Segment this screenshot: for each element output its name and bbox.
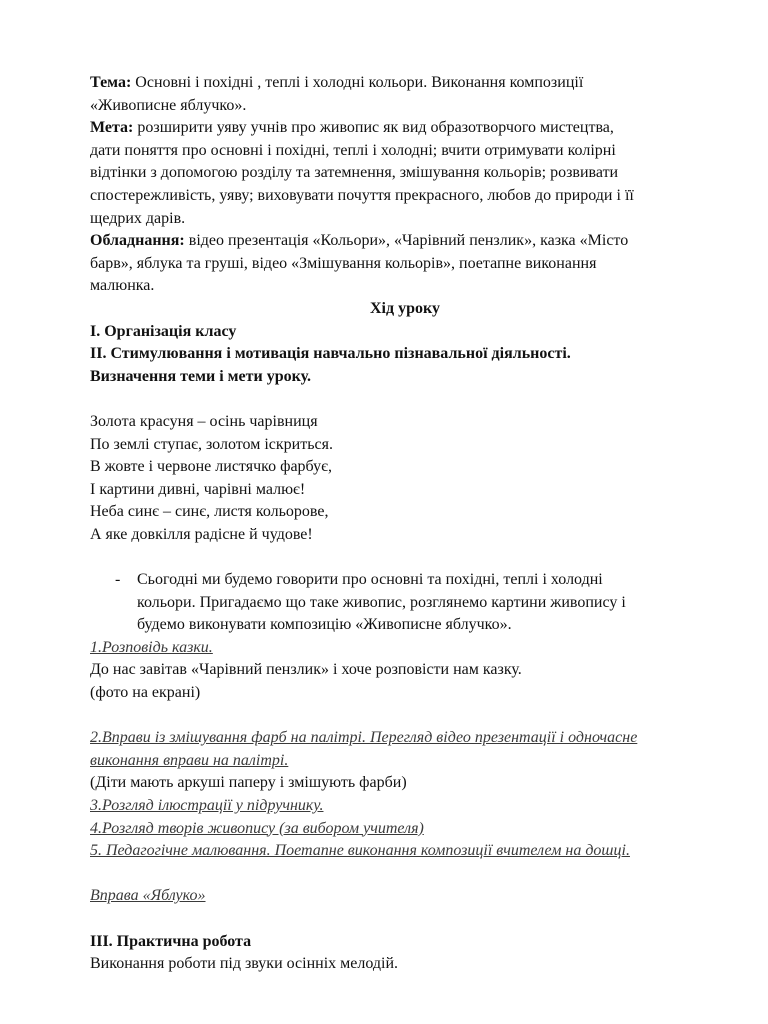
section-1-heading: І. Організація класу <box>90 322 237 340</box>
goal-line-3: відтінки з допомогою розділу та затемнення, змішування кольорів; розвивати <box>90 164 619 182</box>
bullet-text-line-3: будемо виконувати композицію «Живописне яблучко». <box>137 616 512 634</box>
section-2-heading-line-2: Визначення теми і мети уроку. <box>90 367 312 385</box>
section-3-heading: ІІІ. Практична робота <box>90 932 252 950</box>
step-5-heading: 5. Педагогічне малювання. Поетапне виконання композиції вчителем на дошці. <box>90 842 630 860</box>
spacer <box>90 908 720 931</box>
step-4-row <box>90 818 720 841</box>
step-4-heading: 4.Розгляд творів живопису (за вибором учителя) <box>90 819 424 837</box>
spacer <box>90 546 720 569</box>
step-3-heading: 3.Розгляд ілюстрації у підручнику. <box>90 797 324 814</box>
exercise-row <box>90 885 720 908</box>
equipment-line-3: малюнка. <box>90 277 155 295</box>
step-3-row <box>90 795 720 818</box>
goal-text: розширити уяву учнів про живопис як вид образотворчого мистецтва, <box>133 119 614 137</box>
step-2-heading-line-2: виконання вправи на палітрі. <box>90 751 289 769</box>
section-2-heading-line-1: ІІ. Стимулювання і мотивація навчально пізнавальної діяльності. <box>90 345 571 363</box>
bullet-dash: - <box>115 571 121 589</box>
lesson-course-heading: Хід уроку <box>370 299 440 317</box>
goal-label: Мета: <box>90 119 134 137</box>
step-5-row <box>90 840 720 863</box>
topic-text: Основні і похідні , теплі і холодні кольори. Виконання композиції <box>131 74 584 91</box>
topic-line-1 <box>90 72 720 95</box>
topic-line-2: «Живописне яблучко». <box>90 96 247 114</box>
poem-line: В жовте і червоне листячко фарбує, <box>90 458 332 476</box>
bullet-text-line-2: кольори. Пригадаємо що таке живопис, розглянемо картини живопису і <box>137 593 626 611</box>
goal-line-2: дати поняття про основні і похідні, теплі і холодні; вчити отримувати колірні <box>90 141 616 159</box>
poem-line: А яке довкілля радісне й чудове! <box>90 525 313 543</box>
topic-label: Тема: <box>90 74 132 91</box>
document-page <box>90 72 720 976</box>
step-1-note: (фото на екрані) <box>90 684 201 702</box>
step-2-note: (Діти мають аркуші паперу і змішують фарби) <box>90 774 407 792</box>
spacer <box>90 863 720 886</box>
step-2-row-2 <box>90 750 720 773</box>
poem-line: По землі ступає, золотом іскриться. <box>90 435 333 453</box>
step-2-row-1 <box>90 727 720 750</box>
goal-line-1 <box>90 117 720 140</box>
poem-line: І картини дивні, чарівні малює! <box>90 480 306 498</box>
step-1-heading: 1.Розповідь казки. <box>90 638 213 656</box>
poem-line: Золота красуня – осінь чарівниця <box>90 412 318 430</box>
step-2-heading-line-1: 2.Вправи із змішування фарб на палітрі. Перегляд відео презентації і одночасне <box>90 729 638 747</box>
poem-line: Неба синє – синє, листя кольорове, <box>90 503 329 521</box>
exercise-heading: Вправа «Яблуко» <box>90 887 206 905</box>
equipment-label: Обладнання: <box>90 232 185 250</box>
section-3-text: Виконання роботи під звуки осінніх мелодій. <box>90 955 399 973</box>
equipment-line-2: барв», яблука та груші, відео «Змішування кольорів», поетапне виконання <box>90 254 597 272</box>
bullet-text-line-1: Сьогодні ми будемо говорити про основні та похідні, теплі і холодні <box>137 571 603 589</box>
goal-line-5: щедрих дарів. <box>90 209 186 227</box>
equipment-text: відео презентація «Кольори», «Чарівний пензлик», казка «Місто <box>184 232 629 250</box>
spacer <box>90 388 720 411</box>
goal-line-4: спостережливість, уяву; виховувати почуття прекрасного, любов до природи і її <box>90 186 634 204</box>
spacer <box>90 705 720 728</box>
equipment-line-1 <box>90 230 720 253</box>
step-1-text: До нас завітав «Чарівний пензлик» і хоче розповісти нам казку. <box>90 661 522 679</box>
bullet-item <box>90 569 720 637</box>
step-1-row <box>90 637 720 660</box>
